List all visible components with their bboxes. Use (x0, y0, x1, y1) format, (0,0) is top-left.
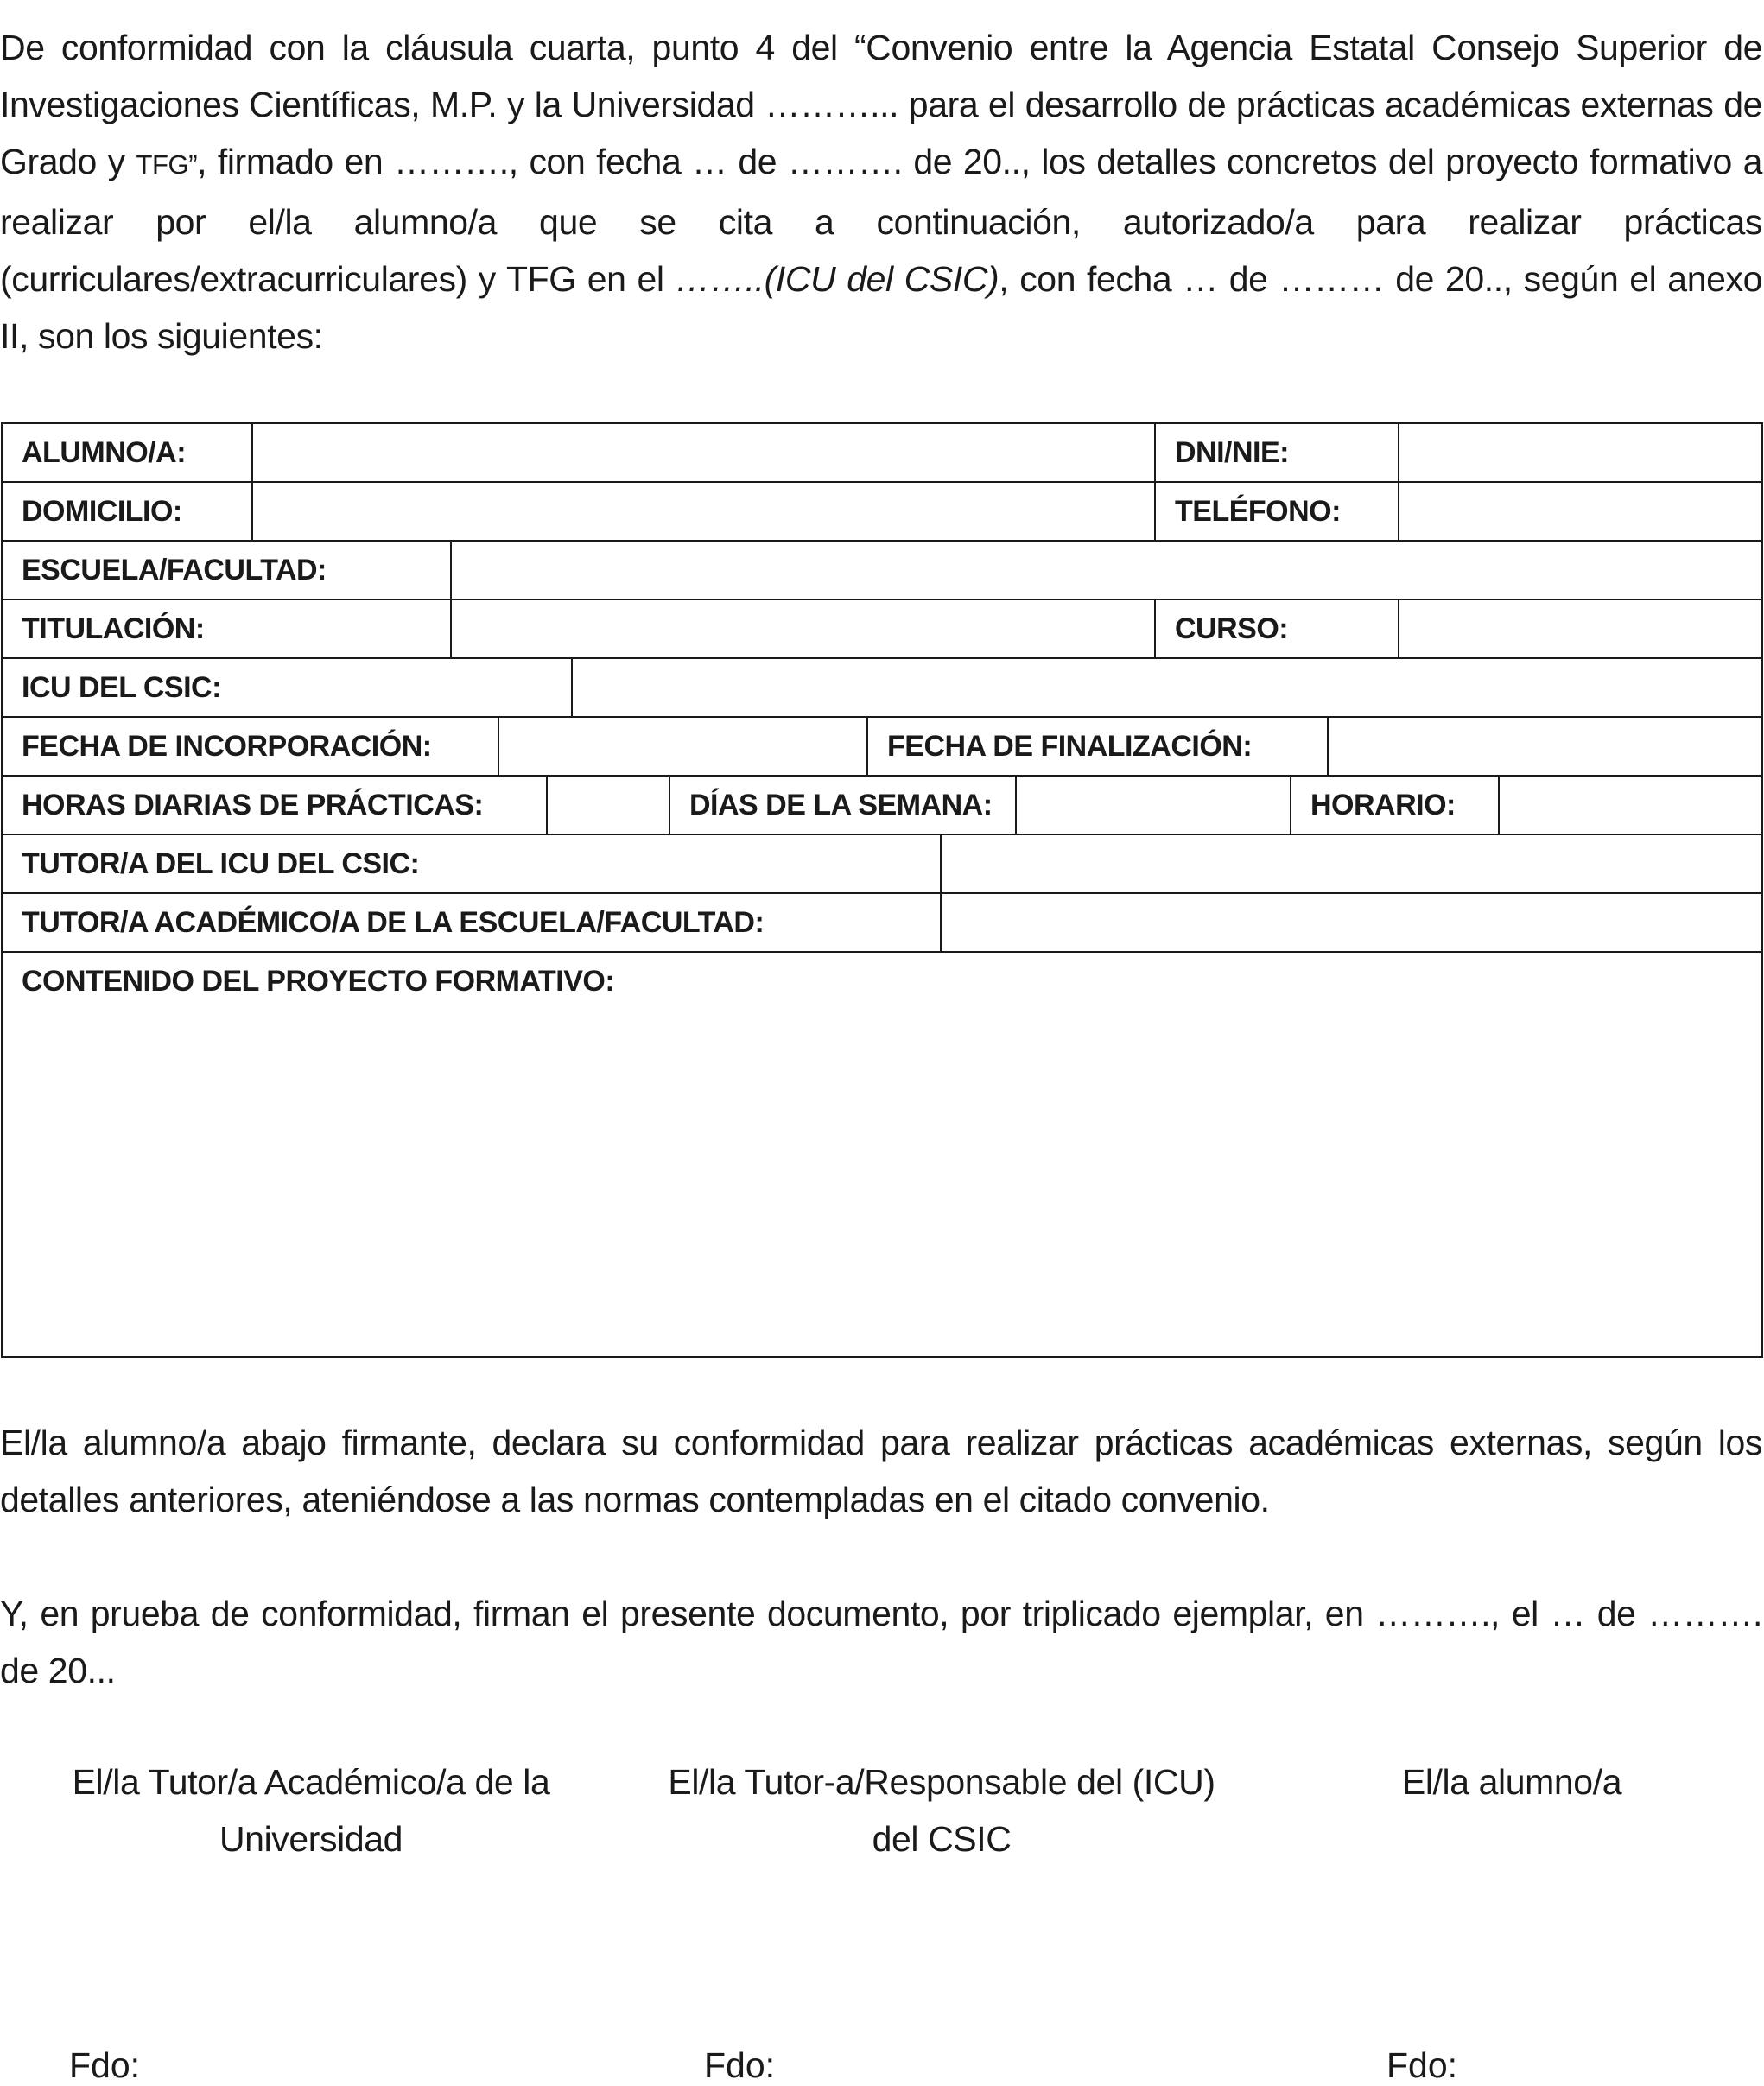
row-fechas (3, 718, 1761, 777)
signature-title-tutor-academico: El/la Tutor/a Académico/a de la Universidad (72, 1762, 550, 1859)
field-contenido[interactable] (3, 953, 1761, 1356)
label-icu: ICU DEL CSIC: (22, 671, 221, 704)
icu-italic: ……..(ICU del CSIC) (675, 259, 999, 299)
signature-title-tutor-icu: El/la Tutor-a/Responsable del (ICU) del CSIC (668, 1762, 1215, 1859)
label-horas: HORAS DIARIAS DE PRÁCTICAS: (22, 789, 484, 821)
row-icu (3, 659, 1761, 718)
label-contenido: CONTENIDO DEL PROYECTO FORMATIVO: (22, 965, 615, 998)
label-titulacion: TITULACIÓN: (22, 612, 205, 645)
fdo-tutor-academico: Fdo: (69, 2045, 141, 2085)
field-tutor-icu[interactable] (942, 835, 1763, 892)
row-domicilio (3, 483, 1761, 542)
field-escuela[interactable] (452, 542, 1763, 599)
row-titulacion (3, 600, 1761, 659)
conformity-paragraph: Y, en prueba de conformidad, firman el presente documento, por triplicado ejemplar, en ………., el … de ………. de 20... (0, 1594, 1762, 1690)
project-form-table (1, 422, 1763, 1358)
field-icu[interactable] (573, 659, 1763, 716)
label-tutor-icu: TUTOR/A DEL ICU DEL CSIC: (22, 847, 420, 880)
tfg-smallcaps: TFG” (136, 149, 198, 180)
field-tutor-academico[interactable] (942, 894, 1763, 951)
field-titulacion[interactable] (452, 600, 1156, 657)
field-fecha-finalizacion[interactable] (1329, 718, 1763, 775)
label-fecha-incorporacion: FECHA DE INCORPORACIÓN: (22, 730, 432, 763)
label-alumno: ALUMNO/A: (22, 436, 187, 469)
row-tutor-academico (3, 894, 1761, 953)
label-curso: CURSO: (1175, 612, 1289, 645)
label-tutor-academico: TUTOR/A ACADÉMICO/A DE LA ESCUELA/FACULTAD: (22, 906, 765, 939)
field-domicilio[interactable] (253, 483, 1156, 540)
declaration-paragraph: El/la alumno/a abajo firmante, declara su conformidad para realizar prácticas académicas externas, según los detalles anteriores, ateniéndose a las normas contempladas en el citado convenio. (0, 1423, 1762, 1519)
signature-title-alumno: El/la alumno/a (1401, 1762, 1622, 1802)
row-alumno (3, 424, 1761, 483)
field-dias[interactable] (1017, 777, 1291, 834)
field-horas[interactable] (548, 777, 670, 834)
field-telefono[interactable] (1399, 483, 1763, 540)
label-fecha-finalizacion: FECHA DE FINALIZACIÓN: (887, 730, 1253, 763)
fdo-alumno: Fdo: (1386, 2045, 1458, 2085)
row-horas (3, 777, 1761, 835)
field-curso[interactable] (1399, 600, 1763, 657)
label-horario: HORARIO: (1310, 789, 1456, 821)
field-horario[interactable] (1500, 777, 1763, 834)
row-escuela (3, 542, 1761, 600)
field-alumno[interactable] (253, 424, 1156, 481)
label-escuela: ESCUELA/FACULTAD: (22, 554, 327, 586)
field-dni[interactable] (1399, 424, 1763, 481)
row-tutor-icu (3, 835, 1761, 894)
label-dni: DNI/NIE: (1175, 436, 1289, 469)
field-fecha-incorporacion[interactable] (499, 718, 868, 775)
fdo-tutor-icu: Fdo: (704, 2045, 776, 2085)
label-telefono: TELÉFONO: (1175, 495, 1341, 528)
intro-paragraph: De conformidad con la cláusula cuarta, punto 4 del “Convenio entre la Agencia Estatal Consejo Superior de Investigaciones Científicas, M.P. y la Universidad ………... para el desarrollo de prácticas académicas externas de Grado y TFG”, firmado en ………., con fecha … de ………. de 20.., los detalles concretos del proyecto formativo a realizar por el/la alumno/a que se cita a continuación, autorizado/a para realizar prácticas (curriculares/extracurriculares) y TFG en el ……..(ICU del CSIC), con fecha … de ……… de 20.., según el anexo II, son los siguientes: (0, 28, 1763, 356)
label-dias: DÍAS DE LA SEMANA: (689, 789, 993, 821)
label-domicilio: DOMICILIO: (22, 495, 182, 528)
